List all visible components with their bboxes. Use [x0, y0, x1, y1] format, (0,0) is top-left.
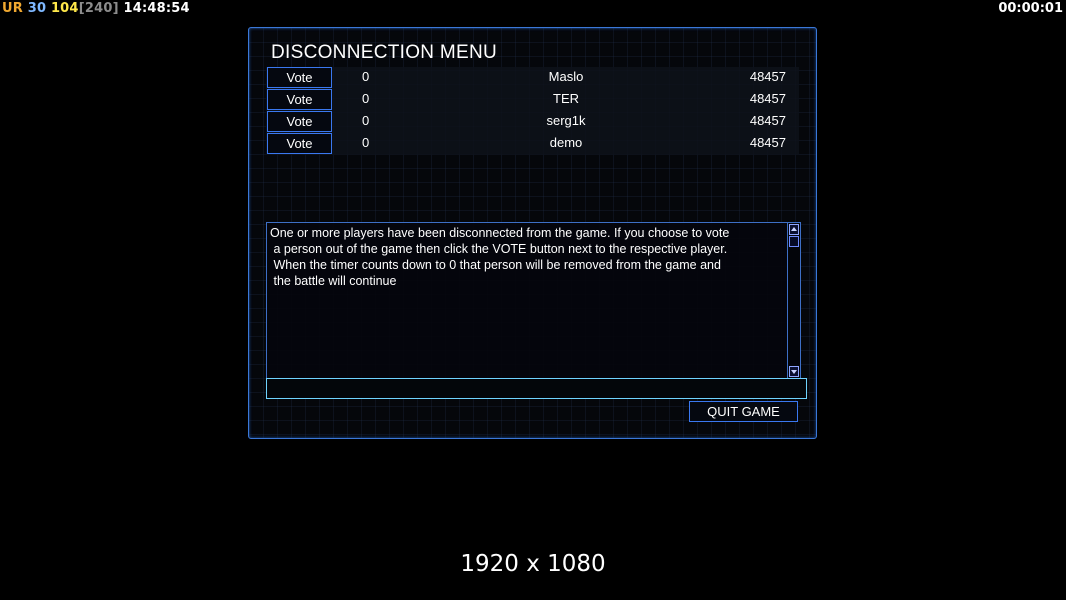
player-name: Maslo	[548, 69, 584, 84]
vote-button[interactable]: Vote	[267, 111, 332, 132]
chat-input[interactable]	[266, 378, 807, 399]
scroll-thumb[interactable]	[789, 236, 799, 247]
message-line: One or more players have been disconnected from the game. If you choose to vote	[270, 226, 730, 240]
message-text	[270, 225, 784, 289]
player-row	[266, 67, 799, 89]
arrow-up-icon[interactable]	[789, 224, 799, 235]
message-box[interactable]	[266, 222, 801, 379]
player-row	[266, 133, 799, 155]
arrow-down-icon[interactable]	[789, 366, 799, 377]
player-name: serg1k	[546, 113, 586, 128]
vote-button[interactable]: Vote	[267, 133, 332, 154]
message-line: When the timer counts down to 0 that person will be removed from the game and	[270, 258, 721, 272]
resolution-label: 1920 x 1080	[460, 551, 606, 577]
ping-value: 104	[50, 1, 79, 16]
vote-count: 0	[362, 91, 370, 106]
player-ping: 48457	[749, 113, 786, 128]
player-name: demo	[549, 135, 583, 150]
player-ping: 48457	[749, 69, 786, 84]
message-scrollbar[interactable]	[787, 223, 800, 378]
ping-max-value: [240]	[78, 1, 119, 16]
game-timer: 00:00:01	[998, 1, 1063, 16]
vote-count: 0	[362, 113, 370, 128]
message-line: a person out of the game then click the VOTE button next to the respective player.	[270, 242, 728, 256]
ur-label: UR	[2, 1, 23, 16]
player-name: TER	[553, 91, 579, 106]
vote-count: 0	[362, 69, 370, 84]
player-list	[266, 67, 799, 155]
vote-count: 0	[362, 135, 370, 150]
disconnection-menu-panel	[248, 27, 817, 439]
clock: 14:48:54	[123, 1, 190, 16]
player-ping: 48457	[749, 91, 786, 106]
player-row	[266, 89, 799, 111]
message-line: the battle will continue	[270, 274, 397, 288]
vote-button[interactable]: Vote	[267, 89, 332, 110]
panel-title: DISCONNECTION MENU	[271, 42, 498, 63]
performance-hud	[2, 1, 190, 16]
player-row	[266, 111, 799, 133]
fps-value: 30	[27, 1, 47, 16]
quit-game-button[interactable]: QUIT GAME	[689, 401, 798, 422]
vote-button[interactable]: Vote	[267, 67, 332, 88]
player-ping: 48457	[749, 135, 786, 150]
